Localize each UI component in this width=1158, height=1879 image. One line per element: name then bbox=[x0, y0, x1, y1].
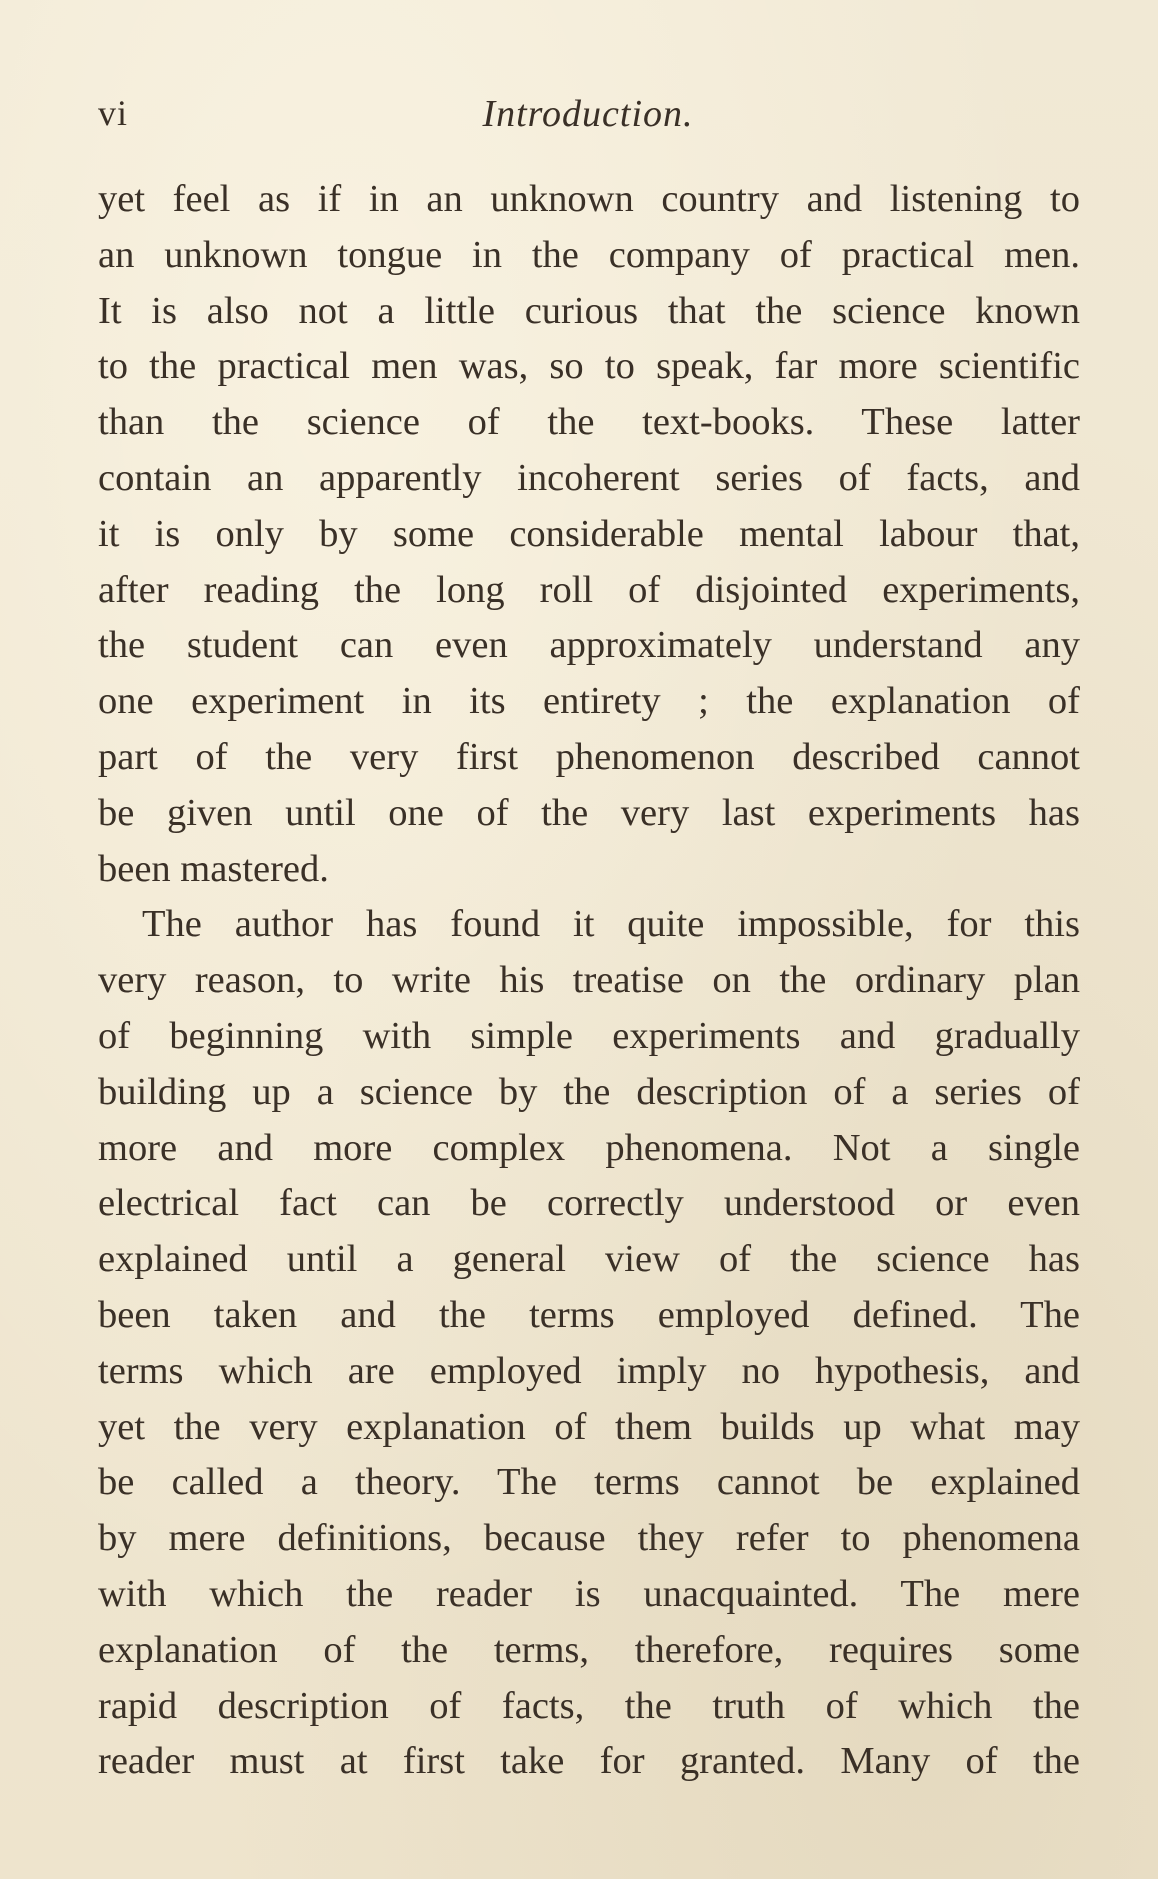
text-line: be given until one of the very last experiments has bbox=[98, 791, 1080, 834]
text-line: building up a science by the description of a series of bbox=[98, 1070, 1080, 1113]
text-line: be called a theory. The terms cannot be explained bbox=[98, 1461, 1080, 1504]
paragraph-2 bbox=[98, 897, 1080, 1790]
running-title: Introduction. bbox=[482, 93, 694, 135]
text-line: very reason, to write his treatise on the ordinary plan bbox=[98, 959, 1080, 1002]
text-line: The author has found it quite impossible, for this bbox=[142, 903, 1080, 946]
text-line: It is also not a little curious that the science known bbox=[98, 289, 1080, 332]
text-line: the student can even approximately understand any bbox=[98, 624, 1080, 667]
text-line: of beginning with simple experiments and gradually bbox=[98, 1014, 1080, 1057]
page-header bbox=[98, 92, 1078, 142]
text-line: it is only by some considerable mental labour that, bbox=[98, 512, 1080, 555]
text-line: by mere definitions, because they refer to phenomena bbox=[98, 1517, 1080, 1560]
text-line: after reading the long roll of disjointed experiments, bbox=[98, 568, 1080, 611]
text-line: explained until a general view of the science has bbox=[98, 1238, 1080, 1281]
body-text bbox=[98, 172, 1080, 1790]
text-line: electrical fact can be correctly understood or even bbox=[98, 1182, 1080, 1225]
text-line: part of the very first phenomenon described cannot bbox=[98, 735, 1080, 778]
text-line: yet feel as if in an unknown country and listening to bbox=[98, 178, 1080, 220]
text-line: than the science of the text-books. These latter bbox=[98, 401, 1080, 444]
text-line: explanation of the terms, therefore, requires some bbox=[98, 1628, 1080, 1671]
text-line: been mastered. bbox=[98, 847, 329, 890]
text-line: an unknown tongue in the company of practical men. bbox=[98, 233, 1080, 276]
text-line: reader must at first take for granted. Many of the bbox=[98, 1740, 1080, 1783]
text-line: contain an apparently incoherent series of facts, and bbox=[98, 456, 1080, 499]
text-line: rapid description of facts, the truth of which the bbox=[98, 1684, 1080, 1727]
text-line: been taken and the terms employed defined. The bbox=[98, 1293, 1080, 1336]
text-line: terms which are employed imply no hypothesis, and bbox=[98, 1349, 1080, 1392]
page-number: vi bbox=[98, 93, 129, 133]
paragraph-1 bbox=[98, 172, 1080, 897]
text-line: to the practical men was, so to speak, far more scientific bbox=[98, 345, 1080, 388]
text-line: more and more complex phenomena. Not a single bbox=[98, 1126, 1080, 1169]
text-line: one experiment in its entirety ; the explanation of bbox=[98, 680, 1080, 723]
text-line: yet the very explanation of them builds up what may bbox=[98, 1405, 1080, 1448]
text-line: with which the reader is unacquainted. The mere bbox=[98, 1572, 1080, 1615]
